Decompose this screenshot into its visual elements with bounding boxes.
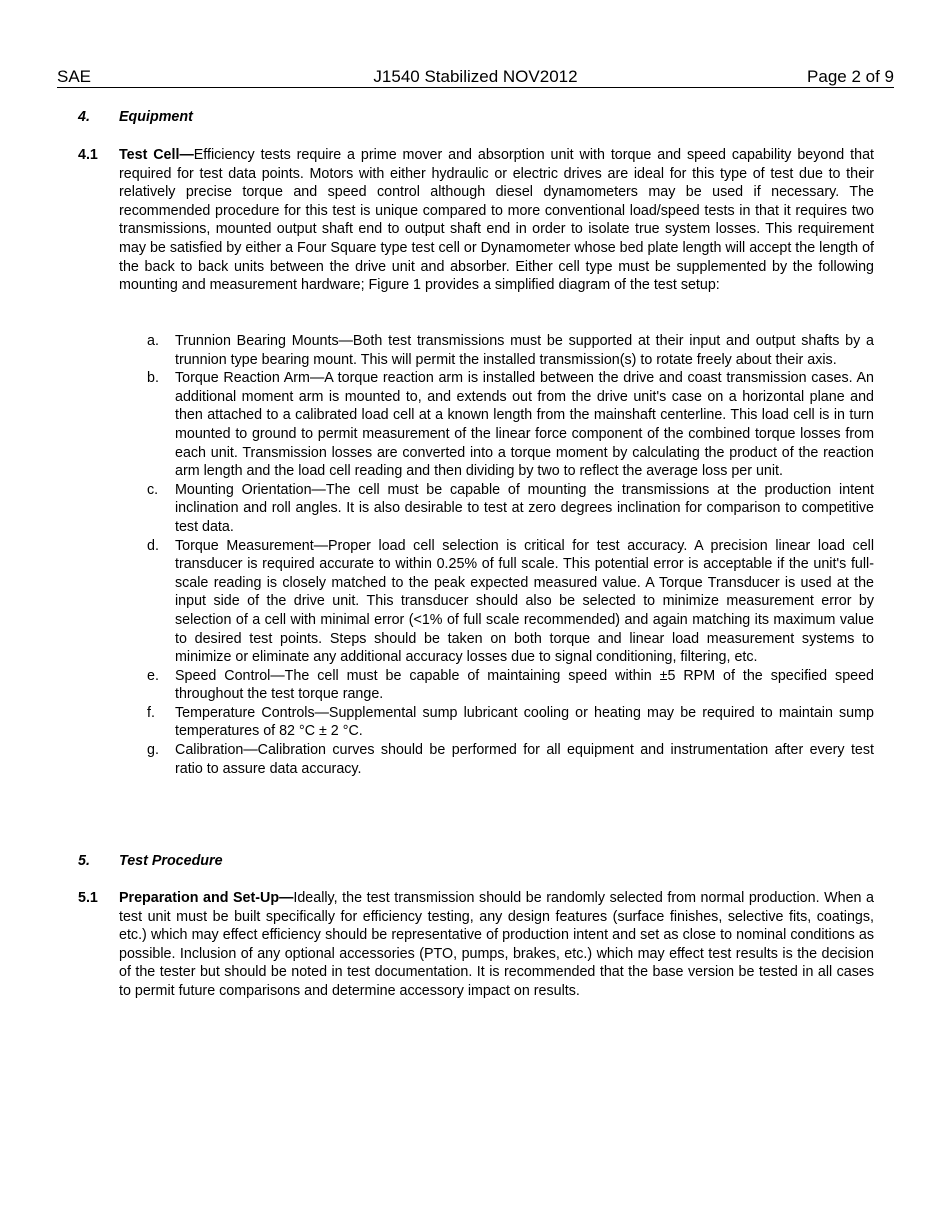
list-item-text: Torque Reaction Arm—A torque reaction arm is installed between the drive and coast transmission cases. An additional moment arm is mounted to, and extends out from the drive unit's case on a horizontal plane and then attached to a calibrated load cell at a known length from the mainshaft centerline. This load cell is in turn mounted to ground to permit measurement of the linear force component of the combined torque losses from each unit. Transmission losses are converted into a torque moment by calculating the product of the reaction arm length and the load cell reading and then dividing by two to reflect the average loss per unit. bbox=[175, 370, 874, 480]
list-item-text: Trunnion Bearing Mounts—Both test transmissions must be supported at their input and output shafts by a trunnion type bearing mount. This will permit the installed transmission(s) to rotate freely about their axis. bbox=[175, 333, 874, 368]
list-item bbox=[147, 667, 874, 704]
section-4-number: 4. bbox=[78, 109, 90, 125]
header-doc-id: J1540 Stabilized NOV2012 bbox=[373, 67, 578, 86]
list-item-letter: e. bbox=[147, 667, 159, 684]
paragraph-5-1-text: Ideally, the test transmission should be randomly selected from normal production. When a test unit must be built specifically for efficiency testing, any design features (surface finishes, selective fits, coatings, etc.) which may effect efficiency should be representative of production intent and set as close to nominal conditions as possible. Inclusion of any optional accessories (PTO, pumps, brakes, etc.) which may effect test results is the decision of the tester but should be noted in test documentation. It is recommended that the base version be tested in all cases to permit future comparisons and determine accessory impact on results. bbox=[119, 890, 874, 999]
list-item bbox=[147, 369, 874, 481]
list-item bbox=[147, 332, 874, 369]
paragraph-4-1-number: 4.1 bbox=[78, 147, 98, 163]
section-5-heading bbox=[78, 852, 874, 871]
section-4-heading bbox=[78, 108, 874, 127]
paragraph-5-1 bbox=[78, 889, 874, 1001]
paragraph-5-1-number: 5.1 bbox=[78, 890, 98, 906]
header-page-number: Page 2 of 9 bbox=[807, 67, 894, 86]
list-item-letter: d. bbox=[147, 537, 159, 554]
paragraph-4-1-text: Efficiency tests require a prime mover and absorption unit with torque and speed capability beyond that required for test data points. Motors with either hydraulic or electric drives are ideal for this type of test due to their relatively precise torque and speed control although diesel dynamometers may be used if necessary. The recommended procedure for this test is unique compared to more conventional load/speed tests in that it requires two transmissions, mounted output shaft end to output shaft end in order to isolate true system losses. This requirement may be satisfied by either a Four Square type test cell or Dynamometer whose bed plate length will accept the length of the back to back units between the drive unit and absorber. Either cell type must be supplemented by the following mounting and measurement hardware; Figure 1 provides a simplified diagram of the test setup: bbox=[119, 147, 874, 294]
list-item-text: Calibration—Calibration curves should be performed for all equipment and instrumentation after every test ratio to assure data accuracy. bbox=[175, 742, 874, 777]
list-item bbox=[147, 537, 874, 667]
list-item-text: Temperature Controls—Supplemental sump lubricant cooling or heating may be required to maintain sump temperatures of 82 °C ± 2 °C. bbox=[175, 704, 874, 740]
list-item-letter: b. bbox=[147, 370, 159, 387]
header-org: SAE bbox=[57, 67, 92, 86]
list-item-letter: f. bbox=[147, 704, 155, 721]
section-5-number: 5. bbox=[78, 853, 90, 869]
page-header bbox=[57, 67, 894, 88]
list-item bbox=[147, 741, 874, 778]
paragraph-4-1-term: Test Cell— bbox=[119, 147, 194, 163]
paragraph-5-1-term: Preparation and Set-Up— bbox=[119, 890, 294, 906]
section-4-title: Equipment bbox=[119, 109, 193, 125]
paragraph-4-1-body bbox=[119, 146, 874, 295]
list-item-letter: g. bbox=[147, 742, 159, 759]
equipment-list bbox=[147, 332, 874, 778]
paragraph-5-1-body bbox=[119, 889, 874, 1001]
list-item bbox=[147, 704, 874, 741]
paragraph-4-1 bbox=[78, 146, 874, 295]
list-item bbox=[147, 481, 874, 537]
section-5-title: Test Procedure bbox=[119, 853, 223, 869]
list-item-letter: a. bbox=[147, 333, 159, 349]
list-item-text: Torque Measurement—Proper load cell selection is critical for test accuracy. A precision linear load cell transducer is required accurate to within 0.25% of full scale. This potential error is acceptable if the unit's full-scale reading is closely matched to the peak expected measured value. A Torque Transducer is used at the input side of the drive unit. This transducer should also be selected to minimize measurement error by selection of a cell with minimal error (<1% of full scale recommended) and again matching its maximum value to desired test points. Steps should be taken on both torque and linear load measurement systems to minimize or eliminate any additional accuracy losses due to signal conditioning, filtering, etc. bbox=[175, 537, 874, 666]
list-item-text: Mounting Orientation—The cell must be capable of mounting the transmissions at the production intent inclination and roll angles. It is also desirable to test at zero degrees inclination for comparison to competitive test data. bbox=[175, 481, 874, 535]
list-item-text: Speed Control—The cell must be capable of maintaining speed within ±5 RPM of the specified speed throughout the test torque range. bbox=[175, 667, 874, 703]
list-item-letter: c. bbox=[147, 481, 159, 498]
